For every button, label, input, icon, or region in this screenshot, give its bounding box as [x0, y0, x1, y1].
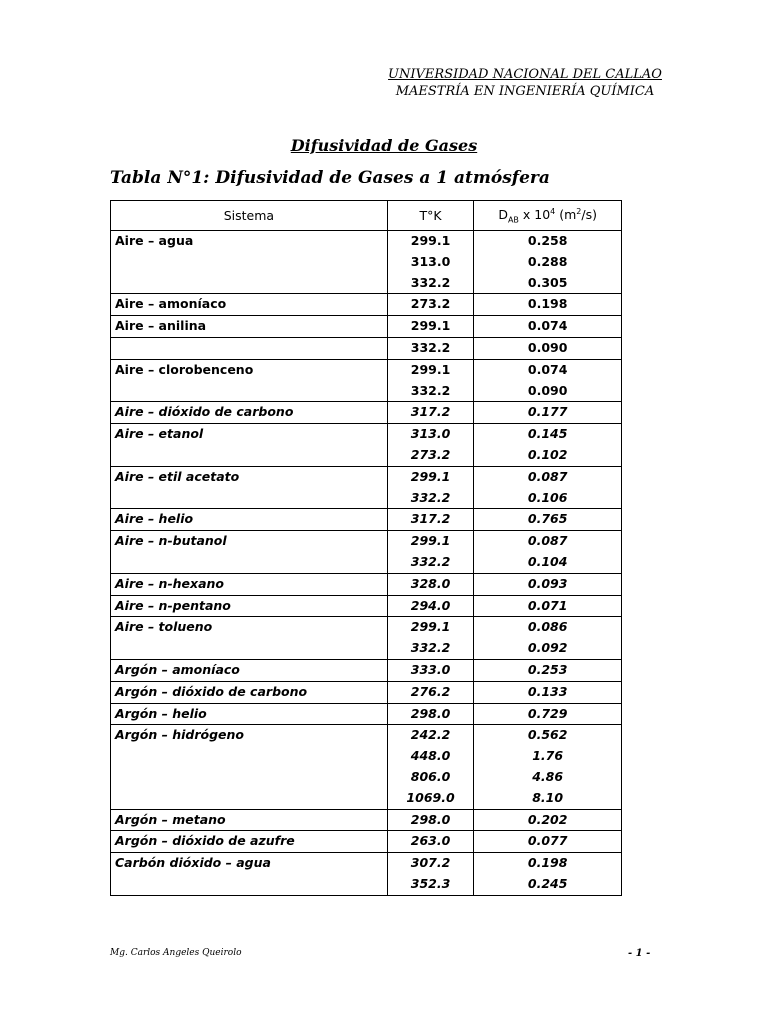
temperature-value: 332.2 [410, 274, 451, 290]
cell-temperature [387, 725, 474, 809]
cell-temperature [387, 853, 474, 896]
cell-sistema [111, 617, 388, 660]
sistema-label: Aire – helio [115, 511, 194, 527]
cell-temperature [387, 509, 474, 531]
cell-sistema [111, 725, 388, 809]
cell-diffusivity [474, 725, 622, 809]
table-row [111, 466, 622, 509]
table-body [111, 231, 622, 896]
diffusivity-value: 0.093 [527, 575, 568, 591]
sistema-label: Argón – metano [115, 811, 226, 827]
table-row [111, 337, 622, 359]
sistema-label: Aire – dióxido de carbono [115, 404, 294, 420]
cell-temperature [387, 703, 474, 725]
cell-temperature [387, 466, 474, 509]
cell-sistema [111, 231, 388, 294]
diffusivity-value: 0.562 [527, 727, 568, 743]
diffusivity-value: 0.145 [527, 426, 568, 442]
diffusivity-value: 0.104 [527, 553, 568, 569]
cell-diffusivity [474, 809, 622, 831]
document-title: Difusividad de Gases [290, 136, 478, 155]
table-row [111, 294, 622, 316]
table-row [111, 424, 622, 467]
diffusivity-value: 0.198 [527, 296, 568, 312]
temperature-value: 313.0 [410, 426, 451, 442]
temperature-value: 332.2 [410, 640, 451, 656]
cell-sistema [111, 681, 388, 703]
temperature-value: 1069.0 [406, 789, 455, 805]
temperature-value: 294.0 [410, 597, 451, 613]
temperature-value: 299.1 [410, 468, 451, 484]
temperature-value: 263.0 [410, 833, 451, 849]
temperature-value: 299.1 [410, 619, 451, 635]
table-row [111, 231, 622, 294]
cell-temperature [387, 809, 474, 831]
diffusivity-value: 0.074 [527, 318, 568, 334]
header-university: UNIVERSIDAD NACIONAL DEL CALLAO [388, 67, 662, 82]
cell-sistema [111, 316, 388, 338]
temperature-value: 299.1 [410, 233, 451, 248]
sistema-label: Argón – amoníaco [115, 661, 240, 677]
cell-diffusivity [474, 659, 622, 681]
cell-temperature [387, 573, 474, 595]
diffusivity-table [110, 200, 622, 896]
table-row [111, 531, 622, 574]
temperature-value: 276.2 [410, 683, 451, 699]
temperature-value: 328.0 [410, 575, 451, 591]
table-row [111, 853, 622, 896]
sistema-label: Aire – amoníaco [115, 296, 227, 312]
temperature-value: 352.3 [410, 875, 451, 891]
diffusivity-value: 0.087 [527, 533, 568, 549]
sistema-label: Aire – n-butanol [115, 533, 227, 549]
cell-sistema [111, 831, 388, 853]
diffusivity-value: 0.090 [527, 339, 568, 355]
temperature-value: 317.2 [410, 511, 451, 527]
column-header-diffusivity [474, 201, 622, 231]
cell-diffusivity [474, 831, 622, 853]
diffusivity-value: 0.288 [527, 253, 568, 269]
cell-temperature [387, 617, 474, 660]
sistema-label [115, 338, 387, 359]
sistema-label: Aire – etil acetato [115, 468, 240, 484]
temperature-value: 448.0 [410, 748, 451, 764]
column-header-sistema: Sistema [111, 201, 388, 231]
table-header-row [111, 201, 622, 231]
cell-temperature [387, 659, 474, 681]
cell-temperature [387, 424, 474, 467]
cell-temperature [387, 316, 474, 338]
cell-sistema [111, 809, 388, 831]
diffusivity-value: 0.177 [527, 404, 568, 420]
dab-subscript: AB [507, 215, 519, 225]
cell-diffusivity [474, 359, 622, 402]
cell-temperature [387, 831, 474, 853]
diffusivity-value: 0.253 [527, 661, 568, 677]
column-header-temperature: T°K [387, 201, 474, 231]
dab-unit-open: (m [555, 206, 577, 222]
temperature-value: 273.2 [410, 446, 451, 462]
diffusivity-value: 0.077 [527, 833, 568, 849]
diffusivity-value: 0.198 [527, 855, 568, 871]
sistema-label: Carbón dióxido – agua [115, 855, 271, 871]
diffusivity-value: 0.202 [527, 811, 568, 827]
sistema-label: Aire – n-pentano [115, 597, 231, 613]
cell-diffusivity [474, 424, 622, 467]
cell-diffusivity [474, 316, 622, 338]
sistema-label: Aire – anilina [115, 318, 207, 334]
diffusivity-value: 0.090 [527, 382, 568, 398]
sistema-label: Argón – hidrógeno [115, 727, 245, 743]
sistema-label: Argón – dióxido de carbono [115, 683, 308, 699]
table-row [111, 809, 622, 831]
cell-diffusivity [474, 294, 622, 316]
temperature-value: 298.0 [410, 811, 451, 827]
diffusivity-value: 0.133 [527, 683, 568, 699]
cell-sistema [111, 573, 388, 595]
cell-sistema [111, 531, 388, 574]
cell-temperature [387, 294, 474, 316]
temperature-value: 333.0 [410, 661, 451, 677]
diffusivity-value: 0.086 [527, 619, 568, 635]
table-row [111, 402, 622, 424]
footer-author: Mg. Carlos Angeles Queirolo [110, 948, 242, 958]
cell-sistema [111, 359, 388, 402]
temperature-value: 299.1 [410, 361, 451, 377]
temperature-value: 307.2 [410, 855, 451, 871]
diffusivity-value: 0.765 [527, 511, 568, 527]
cell-temperature [387, 531, 474, 574]
cell-sistema [111, 337, 388, 359]
document-header [360, 66, 690, 100]
cell-diffusivity [474, 231, 622, 294]
diffusivity-value: 0.106 [527, 489, 568, 505]
temperature-value: 317.2 [410, 404, 451, 420]
diffusivity-value: 0.087 [527, 468, 568, 484]
dab-multiplier: x 10 [518, 206, 551, 222]
cell-temperature [387, 402, 474, 424]
diffusivity-value: 0.092 [527, 640, 568, 656]
cell-diffusivity [474, 337, 622, 359]
footer-page-number: - 1 - [628, 948, 651, 959]
sistema-label: Argón – helio [115, 705, 207, 721]
temperature-value: 298.0 [410, 705, 451, 721]
diffusivity-value: 0.729 [527, 705, 568, 721]
table-caption: Tabla N°1: Difusividad de Gases a 1 atmósfera [110, 168, 550, 188]
cell-temperature [387, 681, 474, 703]
cell-diffusivity [474, 531, 622, 574]
table-row [111, 703, 622, 725]
cell-temperature [387, 595, 474, 617]
sistema-label: Aire – n-hexano [115, 575, 225, 591]
temperature-value: 332.2 [410, 382, 451, 398]
temperature-value: 313.0 [410, 253, 451, 269]
diffusivity-value: 0.245 [527, 875, 568, 891]
cell-sistema [111, 509, 388, 531]
temperature-value: 332.2 [410, 339, 451, 355]
cell-temperature [387, 359, 474, 402]
temperature-value: 273.2 [410, 296, 451, 312]
table-row [111, 681, 622, 703]
sistema-label: Aire – tolueno [115, 619, 213, 635]
header-program: MAESTRÍA EN INGENIERÍA QUÍMICA [395, 84, 655, 99]
diffusivity-value: 8.10 [532, 789, 564, 805]
temperature-value: 299.1 [410, 318, 451, 334]
cell-diffusivity [474, 466, 622, 509]
table-row [111, 725, 622, 809]
table-row [111, 617, 622, 660]
dab-unit-close: /s) [581, 206, 597, 222]
temperature-value: 806.0 [410, 768, 451, 784]
cell-diffusivity [474, 509, 622, 531]
diffusivity-value: 1.76 [532, 748, 564, 764]
table-row [111, 831, 622, 853]
cell-diffusivity [474, 853, 622, 896]
diffusivity-value: 0.074 [527, 361, 568, 377]
table-row [111, 316, 622, 338]
cell-diffusivity [474, 595, 622, 617]
cell-sistema [111, 294, 388, 316]
temperature-value: 332.2 [410, 489, 451, 505]
temperature-value: 332.2 [410, 553, 451, 569]
dab-unit-exponent: 2 [576, 206, 582, 216]
diffusivity-value: 0.071 [527, 597, 568, 613]
cell-diffusivity [474, 402, 622, 424]
diffusivity-value: 0.305 [527, 274, 568, 290]
dab-symbol: D [498, 206, 508, 222]
table-row [111, 595, 622, 617]
cell-sistema [111, 595, 388, 617]
sistema-label: Aire – etanol [115, 426, 204, 442]
diffusivity-value: 0.102 [527, 446, 568, 462]
cell-temperature [387, 231, 474, 294]
diffusivity-value: 0.258 [527, 233, 568, 248]
table-row [111, 659, 622, 681]
sistema-label: Argón – dióxido de azufre [115, 833, 295, 849]
cell-diffusivity [474, 617, 622, 660]
cell-diffusivity [474, 681, 622, 703]
cell-sistema [111, 402, 388, 424]
cell-temperature [387, 337, 474, 359]
table-row [111, 573, 622, 595]
cell-diffusivity [474, 703, 622, 725]
cell-sistema [111, 466, 388, 509]
cell-sistema [111, 424, 388, 467]
cell-diffusivity [474, 573, 622, 595]
cell-sistema [111, 853, 388, 896]
temperature-value: 299.1 [410, 533, 451, 549]
table-row [111, 359, 622, 402]
temperature-value: 242.2 [410, 727, 451, 743]
dab-exponent: 4 [550, 206, 556, 216]
cell-sistema [111, 659, 388, 681]
diffusivity-value: 4.86 [532, 768, 564, 784]
sistema-label: Aire – agua [115, 233, 194, 248]
cell-sistema [111, 703, 388, 725]
sistema-label: Aire – clorobenceno [115, 361, 254, 377]
table-row [111, 509, 622, 531]
